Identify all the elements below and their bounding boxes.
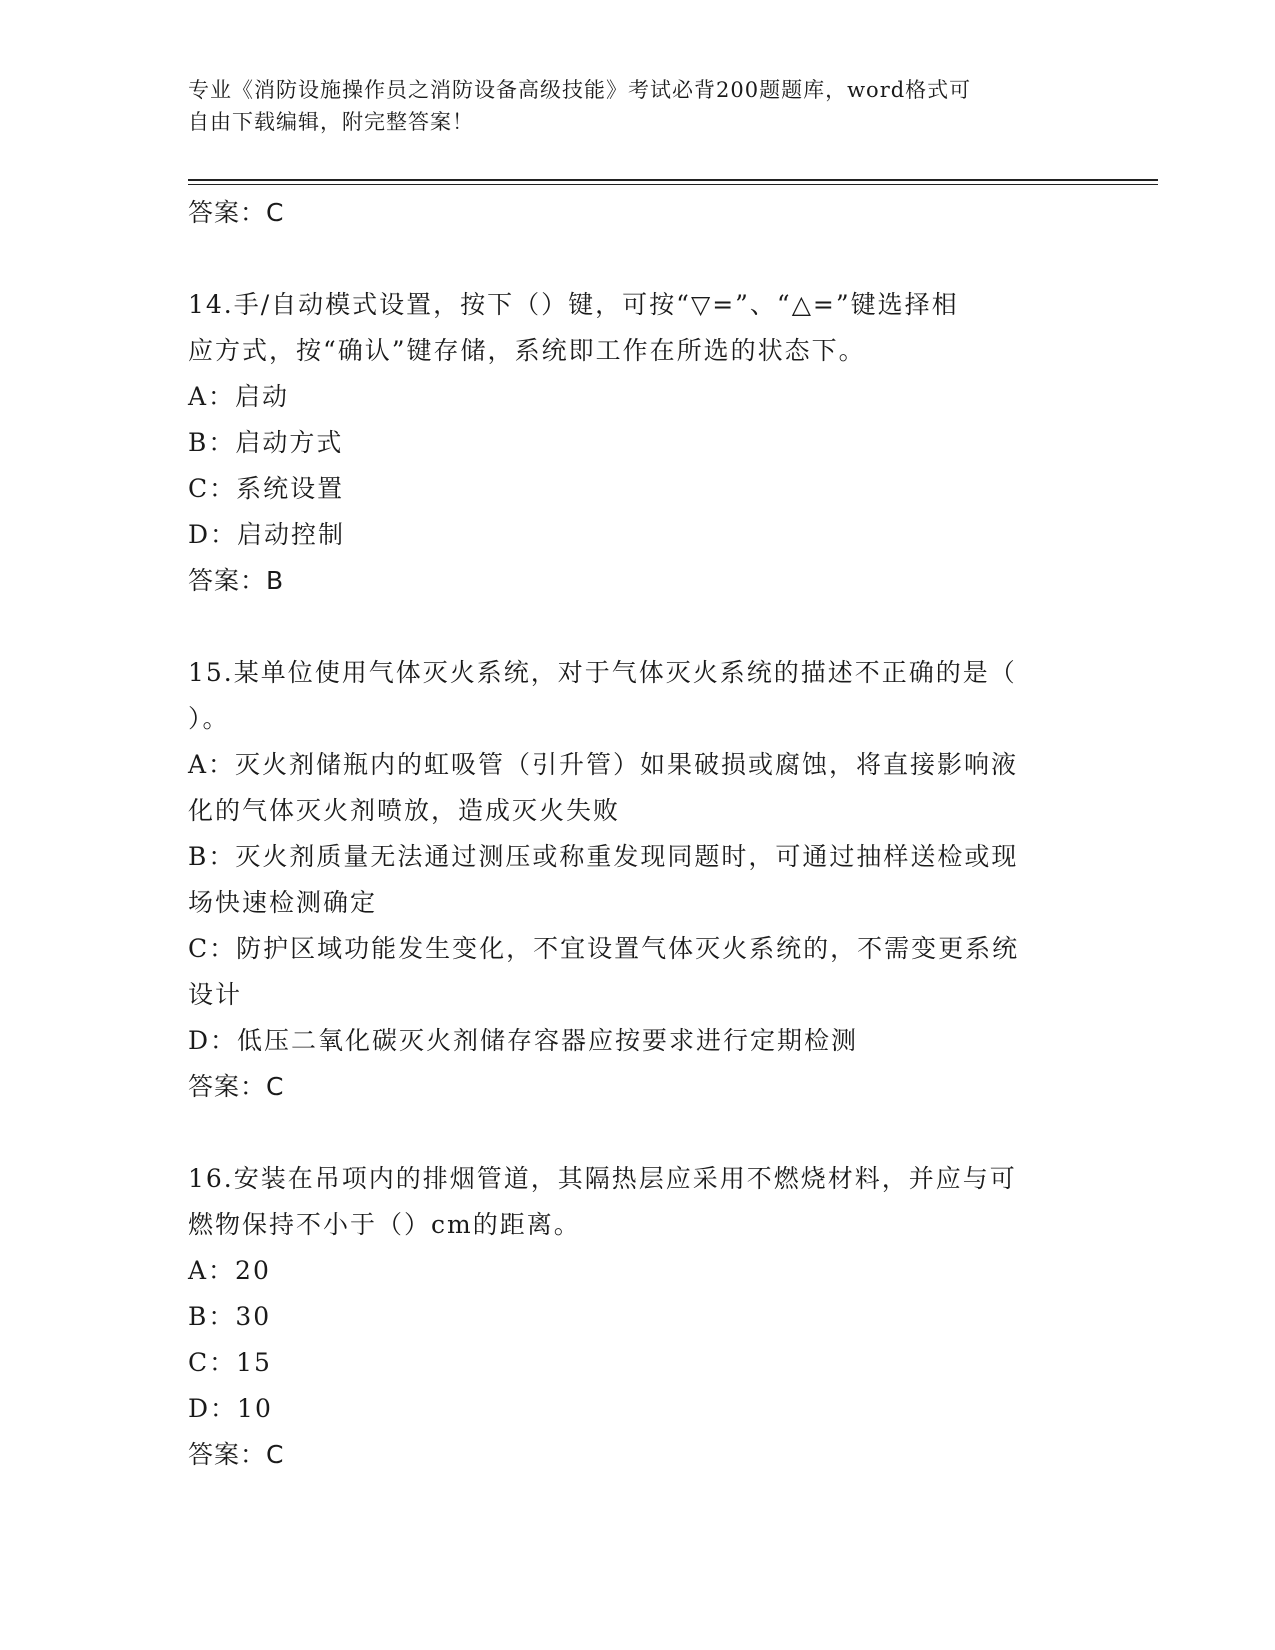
spacer — [188, 604, 1088, 650]
question-stem-line: 14.手/自动模式设置，按下（）键，可按“▽=”、“△=”键选择相 — [188, 290, 959, 319]
answer: 答案：B — [188, 566, 285, 595]
option-c: C：系统设置 — [188, 474, 345, 503]
option-a: A：20 — [188, 1256, 271, 1285]
header-divider-thin — [188, 184, 1158, 185]
question-content — [188, 190, 1088, 1478]
option-b: B：30 — [188, 1302, 272, 1331]
answer: 答案：C — [188, 1440, 285, 1469]
option-d: D：10 — [188, 1394, 273, 1423]
option-c: C：防护区域功能发生变化，不宜设置气体灭火系统的，不需变更系统 — [188, 934, 1020, 963]
question-stem-line: 16.安装在吊项内的排烟管道，其隔热层应采用不燃烧材料，并应与可 — [188, 1164, 1017, 1193]
option-b-continued: 场快速检测确定 — [188, 888, 378, 917]
spacer — [188, 1110, 1088, 1156]
question-stem-line: ）。 — [188, 704, 230, 733]
header-line-1: 专业《消防设施操作员之消防设备高级技能》考试必背200题题库，word格式可 — [188, 78, 972, 102]
question-14 — [188, 282, 1088, 604]
option-a-continued: 化的气体灭火剂喷放，造成灭火失败 — [188, 796, 621, 825]
header-line-2: 自由下载编辑，附完整答案！ — [188, 110, 474, 134]
spacer — [188, 236, 1088, 282]
question-stem-line: 应方式，按“确认”键存储，系统即工作在所选的状态下。 — [188, 336, 866, 365]
option-d: D：启动控制 — [188, 520, 346, 549]
question-stem-line: 燃物保持不小于（）cm的距离。 — [188, 1210, 581, 1239]
answer: 答案：C — [188, 1072, 285, 1101]
option-c-continued: 设计 — [188, 980, 243, 1009]
header-divider-thick — [188, 179, 1158, 181]
option-b: B：启动方式 — [188, 428, 344, 457]
previous-answer: 答案：C — [188, 198, 285, 227]
option-a: A：启动 — [188, 382, 290, 411]
option-c: C：15 — [188, 1348, 272, 1377]
option-d: D：低压二氧化碳灭火剂储存容器应按要求进行定期检测 — [188, 1026, 859, 1055]
option-a: A：灭火剂储瓶内的虹吸管（引升管）如果破损或腐蚀，将直接影响液 — [188, 750, 1019, 779]
question-16 — [188, 1156, 1088, 1478]
document-header — [188, 74, 1068, 138]
option-b: B：灭火剂质量无法通过测压或称重发现同题时，可通过抽样送检或现 — [188, 842, 1019, 871]
question-15 — [188, 650, 1088, 1110]
question-stem-line: 15.某单位使用气体灭火系统，对于气体灭火系统的描述不正确的是（ — [188, 658, 1017, 687]
